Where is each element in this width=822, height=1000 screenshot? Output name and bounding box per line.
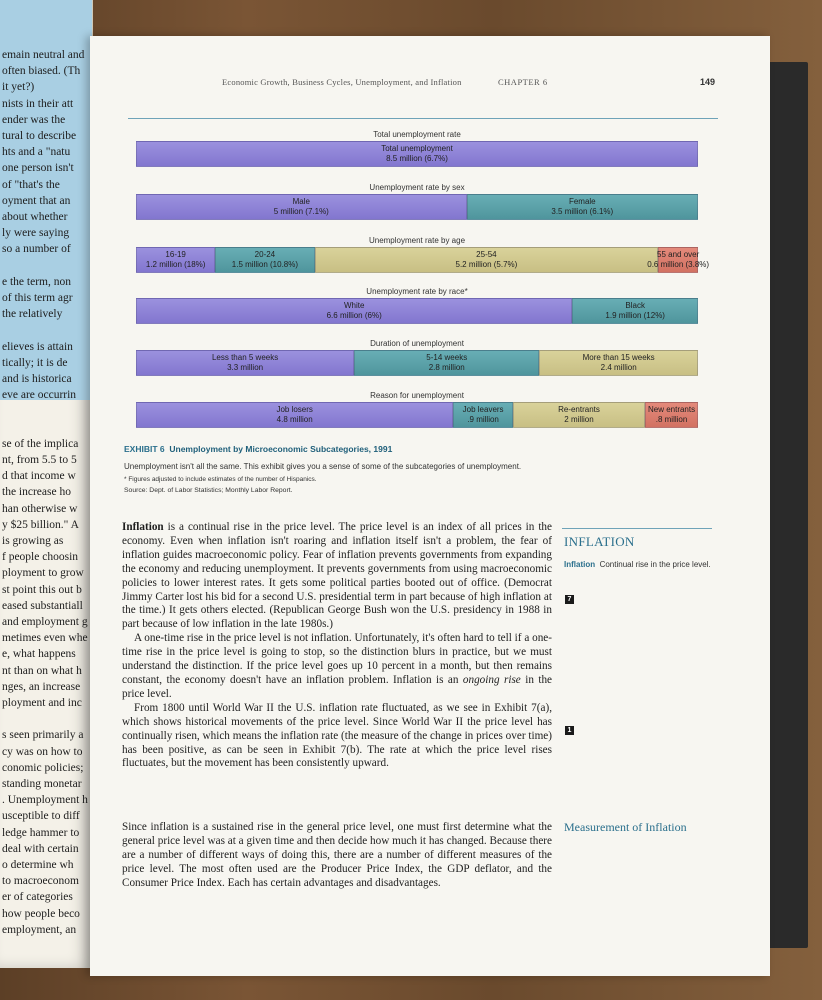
chart-segment-name: 16-19 — [165, 250, 186, 259]
chart-section-label: Unemployment rate by race* — [366, 287, 468, 296]
exhibit-number: EXHIBIT 6 — [124, 444, 165, 454]
running-head: Economic Growth, Business Cycles, Unemployment, and Inflation — [222, 77, 462, 87]
margin-definition-text: Continual rise in the price level. — [599, 560, 711, 569]
left-page-line: the increase ho — [2, 486, 71, 499]
left-page-line: er of categories — [2, 891, 73, 904]
chart-segment-value: 2.4 million — [600, 363, 637, 372]
margin-term: Inflation — [564, 560, 596, 569]
left-page-line: how people beco — [2, 907, 80, 920]
chart-segment-name: Job losers — [276, 405, 313, 414]
left-page-line: employment, an — [2, 923, 77, 936]
left-page-line: nists in their att — [2, 97, 74, 110]
left-page-line: cy was on how to — [2, 745, 83, 758]
paragraph-1 — [122, 521, 552, 632]
chart-segment-name: 5-14 weeks — [426, 353, 468, 362]
left-page-line: han otherwise w — [2, 502, 78, 515]
left-page-line: se of the implica — [2, 437, 79, 450]
chart-segment-value: 2.8 million — [428, 363, 465, 372]
left-page-line: ployment and inc — [2, 697, 82, 709]
chart-bar-segment — [136, 141, 698, 167]
chart-segment-name: Re-entrants — [558, 405, 600, 414]
margin-heading: INFLATION — [564, 534, 635, 549]
chart-section-label: Unemployment rate by age — [368, 236, 466, 245]
chart-segment-value: 5 million (7.1%) — [273, 207, 329, 216]
left-page-line: of this term agr — [2, 292, 73, 304]
left-page-line: of "that's the — [2, 178, 60, 191]
paragraph-4: Since inflation is a sustained rise in the general price level, one must first determine what the general price level was at a given time and then decide how much it has changed. Because there are a number of different ways of doing this, there are a number of different measures of the price level. The most often used are the Producer Price Index, the GDP deflator, and the Consumer Price Index. Each has certain advantages and disadvantages. — [122, 821, 552, 889]
exhibit-caption-title — [124, 444, 392, 454]
margin-definition — [564, 560, 714, 570]
left-page-line: and employment g — [2, 616, 88, 628]
left-page-line: eve are occurrin — [2, 389, 77, 402]
paragraph-2 — [122, 632, 552, 702]
chart-segment-value: 1.2 million (18%) — [145, 260, 206, 269]
chart-bar-segment — [513, 402, 645, 428]
chart-segment-value: 3.5 million (6.1%) — [551, 207, 614, 216]
left-page-line: one person isn't — [2, 162, 74, 175]
chart-bar-segment — [315, 247, 659, 273]
left-page-line: e the term, non — [2, 275, 71, 288]
chart-segment-name: Male — [292, 197, 310, 206]
chart-segment-value: 5.2 million (5.7%) — [455, 260, 518, 269]
chart-bar-segment — [136, 194, 467, 220]
paragraph-2-emphasis: ongoing rise — [462, 673, 521, 686]
margin-marker-1: 1 — [565, 726, 574, 735]
chart-segment-name: More than 15 weeks — [582, 353, 655, 362]
left-page-line: nges, an increase — [2, 680, 81, 693]
left-page-line: eased substantiall — [2, 599, 83, 612]
chart-bar-segment — [136, 247, 215, 273]
exhibit-caption-text: Unemployment isn't all the same. This exhibit gives you a sense of some of the subcategories of unemployment. — [124, 462, 522, 471]
chart-segment-name: 20-24 — [254, 250, 276, 259]
exhibit-source: Source: Dept. of Labor Statistics; Monthly Labor Report. — [124, 487, 293, 494]
chart-bar-segment — [467, 194, 698, 220]
page-number: 149 — [700, 77, 716, 87]
chart-segment-name: Black — [625, 301, 645, 310]
left-page-line: . Unemployment h — [2, 794, 88, 807]
left-page-line: deal with certain — [2, 842, 79, 855]
left-page-line: oyment that an — [2, 194, 71, 207]
left-page-line: ender was the — [2, 113, 66, 126]
margin-subheading: Measurement of Inflation — [564, 820, 687, 834]
paragraph-1-text: is a continual rise in the price level. The price level is an index of all prices in the economy. Even when inflation isn't roaring and inflation itself isn't a problem, the fear of inflation guides macroeconomic policy. Fear of inflation prevents governments from expanding the economy and reducing unemployment. It prevents governments from using macroeconomic policies to lower interest rates. It gets some political parties booted out of office. (Democrat Jimmy Carter lost his bid for a second U.S. presidential term in part because of high inflation at the time.) It gets others elected. (Republican George Bush won the U.S. presidency in 1988 in part because of low inflation in the late 1980s.) — [122, 521, 552, 631]
left-page-line: tural to describe — [2, 130, 77, 142]
margin-rule — [562, 528, 712, 529]
term-inflation: Inflation — [122, 521, 164, 533]
left-page-line: about whether — [2, 211, 68, 223]
left-page-line: it yet?) — [2, 81, 35, 94]
chart-segment-name: Total unemployment — [381, 144, 453, 153]
left-page-line: often biased. (Th — [2, 65, 81, 78]
left-page-line: y $25 billion." A — [2, 518, 79, 531]
exhibit-footnote: * Figures adjusted to include estimates of the number of Hispanics. — [124, 476, 317, 483]
left-page-line: so a number of — [2, 243, 71, 256]
chart-segment-name: White — [343, 301, 365, 310]
chart-segment-name: 25-54 — [476, 250, 497, 259]
chart-section-label: Total unemployment rate — [373, 130, 461, 139]
chart-segment-value: 2 million — [564, 415, 594, 424]
left-page-line: usceptible to diff — [2, 810, 80, 823]
chart-segment-value: 1.9 million (12%) — [605, 311, 665, 320]
left-page-line: the relatively — [2, 308, 63, 321]
chart-bar-segment — [647, 247, 710, 273]
left-page-line: f people choosin — [2, 551, 79, 564]
left-page-line: hts and a "natu — [2, 146, 71, 159]
left-page-line: o determine wh — [2, 859, 74, 871]
chart-bar-segment — [539, 350, 698, 376]
left-page-line: ledge hammer to — [2, 826, 80, 839]
chapter-label: CHAPTER 6 — [498, 77, 548, 87]
chart-bar-segment — [215, 247, 314, 273]
chart-section-label: Duration of unemployment — [370, 339, 464, 348]
left-page-line: elieves is attain — [2, 340, 73, 353]
chart-segment-name: Female — [568, 197, 596, 206]
left-page-line: and is historica — [2, 373, 72, 385]
chart-bar-segment — [354, 350, 539, 376]
paragraph-2-text: A one-time rise in the price level is not inflation. Unfortunately, it's often hard to tell if a one-time rise in the price level is going to stop, so the distinction blurs in practice, but we must understand the distinction. If the price level goes up 10 percent in a month, but then remains constant, the economy doesn't have an inflation problem. Inflation is an — [122, 632, 552, 686]
chart-segment-value: 0.6 million (3.8%) — [647, 260, 710, 269]
chart-segment-name: 55 and over — [657, 250, 700, 259]
left-page-line: standing monetar — [2, 778, 82, 790]
chart-segment-value: 1.5 million (10.8%) — [231, 260, 299, 269]
left-page-line: e, what happens — [2, 648, 76, 661]
left-page-line: ly were saying — [2, 227, 70, 240]
left-page-line: s seen primarily a — [2, 729, 84, 742]
chart-bar-segment — [572, 298, 698, 324]
left-page-line: ployment to grow — [2, 567, 84, 580]
left-page-line: conomic policies; — [2, 761, 84, 774]
left-page-line: metimes even whe — [2, 632, 88, 645]
chart-bar-segment — [136, 350, 354, 376]
body-text — [122, 521, 552, 771]
left-page-line: emain neutral and — [2, 49, 85, 61]
chart-segment-value: 8.5 million (6.7%) — [386, 154, 448, 163]
exhibit-title: Unemployment by Microeconomic Subcategories, 1991 — [169, 444, 393, 454]
chart-segment-name: Less than 5 weeks — [211, 353, 279, 362]
chart-segment-value: 4.8 million — [276, 415, 313, 424]
paragraph-2-end: in the price level. — [122, 673, 553, 700]
chart-section-label: Unemployment rate by sex — [369, 183, 465, 192]
chart-segment-name: Job leavers — [462, 405, 504, 414]
chart-bar-segment — [136, 298, 572, 324]
chart-bar-segment — [645, 402, 698, 428]
left-page-line: st point this out b — [2, 583, 82, 596]
chart-segment-name: New entrants — [647, 405, 696, 414]
chart-segment-value: 3.3 million — [227, 363, 264, 372]
chart-segment-value: .9 million — [467, 415, 499, 424]
paragraph-3: From 1800 until World War II the U.S. inflation rate fluctuated, as we see in Exhibit 7(a), which shows historical movements of the price level. Since World War II the price level has continually risen, which means the inflation rate (the measure of the change in prices over time) has been positive, as can be seen in Exhibit 7(b). The rate at which the price level rises fluctuates, but the movement has been consistently upward. — [122, 701, 552, 770]
left-page-line: tically; it is de — [2, 356, 68, 369]
left-page-line: is growing as — [2, 535, 64, 547]
left-page-line: to macroeconom — [2, 875, 79, 888]
left-page-line: nt than on what h — [2, 664, 82, 677]
chart-segment-value: .8 million — [655, 415, 688, 424]
chart-section-label: Reason for unemployment — [370, 391, 464, 400]
chart-bar-segment — [453, 402, 513, 428]
chart-segment-value: 6.6 million (6%) — [326, 311, 382, 320]
margin-marker-7: 7 — [565, 595, 574, 604]
left-page-line: d that income w — [2, 470, 76, 483]
left-page-line: nt, from 5.5 to 5 — [2, 454, 77, 466]
chart-bar-segment — [136, 402, 453, 428]
